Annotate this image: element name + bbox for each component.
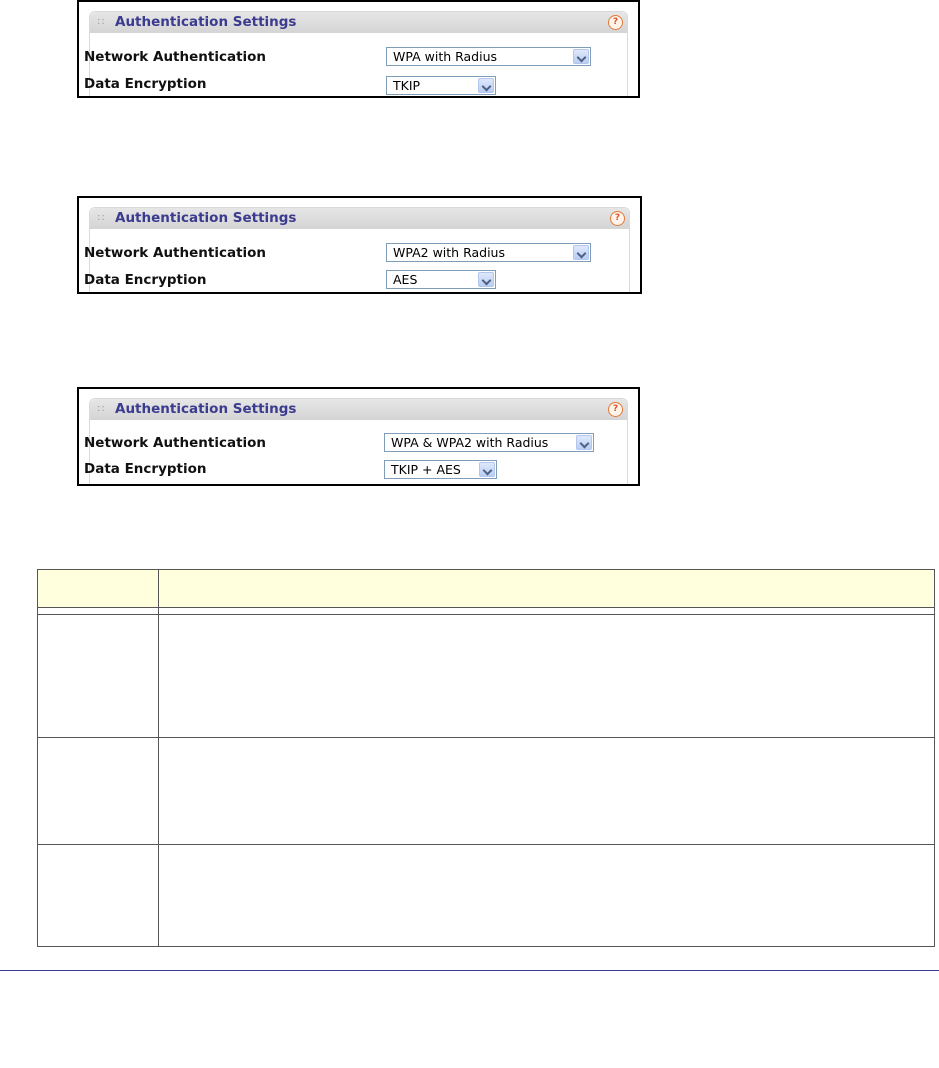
table-cell <box>38 738 159 845</box>
panel-header <box>90 208 629 229</box>
network-authentication-select[interactable] <box>386 243 591 262</box>
table-cell <box>38 608 159 615</box>
chevron-down-icon[interactable] <box>576 435 592 450</box>
network-authentication-value: WPA & WPA2 with Radius <box>391 435 549 450</box>
network-authentication-label: Network Authentication <box>84 435 267 451</box>
table-row <box>38 608 935 615</box>
grip-icon: :: <box>97 212 106 223</box>
table-cell <box>38 615 159 738</box>
grip-icon: :: <box>97 16 106 27</box>
chevron-down-icon[interactable] <box>573 49 589 64</box>
table-row <box>38 615 935 738</box>
table-header-cell <box>38 570 159 608</box>
data-encryption-select[interactable] <box>386 270 496 289</box>
chevron-down-icon[interactable] <box>479 462 495 477</box>
network-authentication-label: Network Authentication <box>84 245 267 261</box>
table-cell <box>159 845 935 947</box>
network-authentication-select[interactable] <box>384 433 594 452</box>
chevron-down-icon[interactable] <box>478 272 494 287</box>
table-cell <box>38 845 159 947</box>
network-authentication-label: Network Authentication <box>84 49 267 65</box>
panel-title: Authentication Settings <box>115 14 297 30</box>
data-encryption-select[interactable] <box>384 460 497 479</box>
footer-divider <box>0 970 939 971</box>
table-row <box>38 845 935 947</box>
chevron-down-icon[interactable] <box>478 78 494 93</box>
screenshot-wpa-wpa2-radius <box>77 387 640 486</box>
chevron-down-icon[interactable] <box>573 245 589 260</box>
grip-icon: :: <box>97 403 106 414</box>
data-encryption-value: TKIP + AES <box>391 462 461 477</box>
panel-title: Authentication Settings <box>115 401 297 417</box>
data-encryption-value: AES <box>393 272 418 287</box>
table-cell <box>159 615 935 738</box>
table-header-row <box>38 570 935 608</box>
network-authentication-value: WPA with Radius <box>393 49 498 64</box>
table-cell <box>159 738 935 845</box>
help-icon[interactable]: ? <box>610 211 625 226</box>
panel-header <box>90 12 627 33</box>
data-encryption-label: Data Encryption <box>84 461 207 477</box>
help-icon[interactable]: ? <box>608 15 623 30</box>
data-encryption-value: TKIP <box>393 78 421 93</box>
screenshot-wpa-radius <box>77 0 640 98</box>
panel-title: Authentication Settings <box>115 210 297 226</box>
data-encryption-label: Data Encryption <box>84 272 207 288</box>
panel-header <box>90 399 627 420</box>
help-icon[interactable]: ? <box>608 402 623 417</box>
data-encryption-select[interactable] <box>386 76 496 95</box>
network-authentication-value: WPA2 with Radius <box>393 245 505 260</box>
settings-description-table <box>37 569 935 947</box>
data-encryption-label: Data Encryption <box>84 76 207 92</box>
network-authentication-select[interactable] <box>386 47 591 66</box>
table-cell <box>159 608 935 615</box>
table-row <box>38 738 935 845</box>
screenshot-wpa2-radius <box>77 196 642 294</box>
table-header-cell <box>159 570 935 608</box>
